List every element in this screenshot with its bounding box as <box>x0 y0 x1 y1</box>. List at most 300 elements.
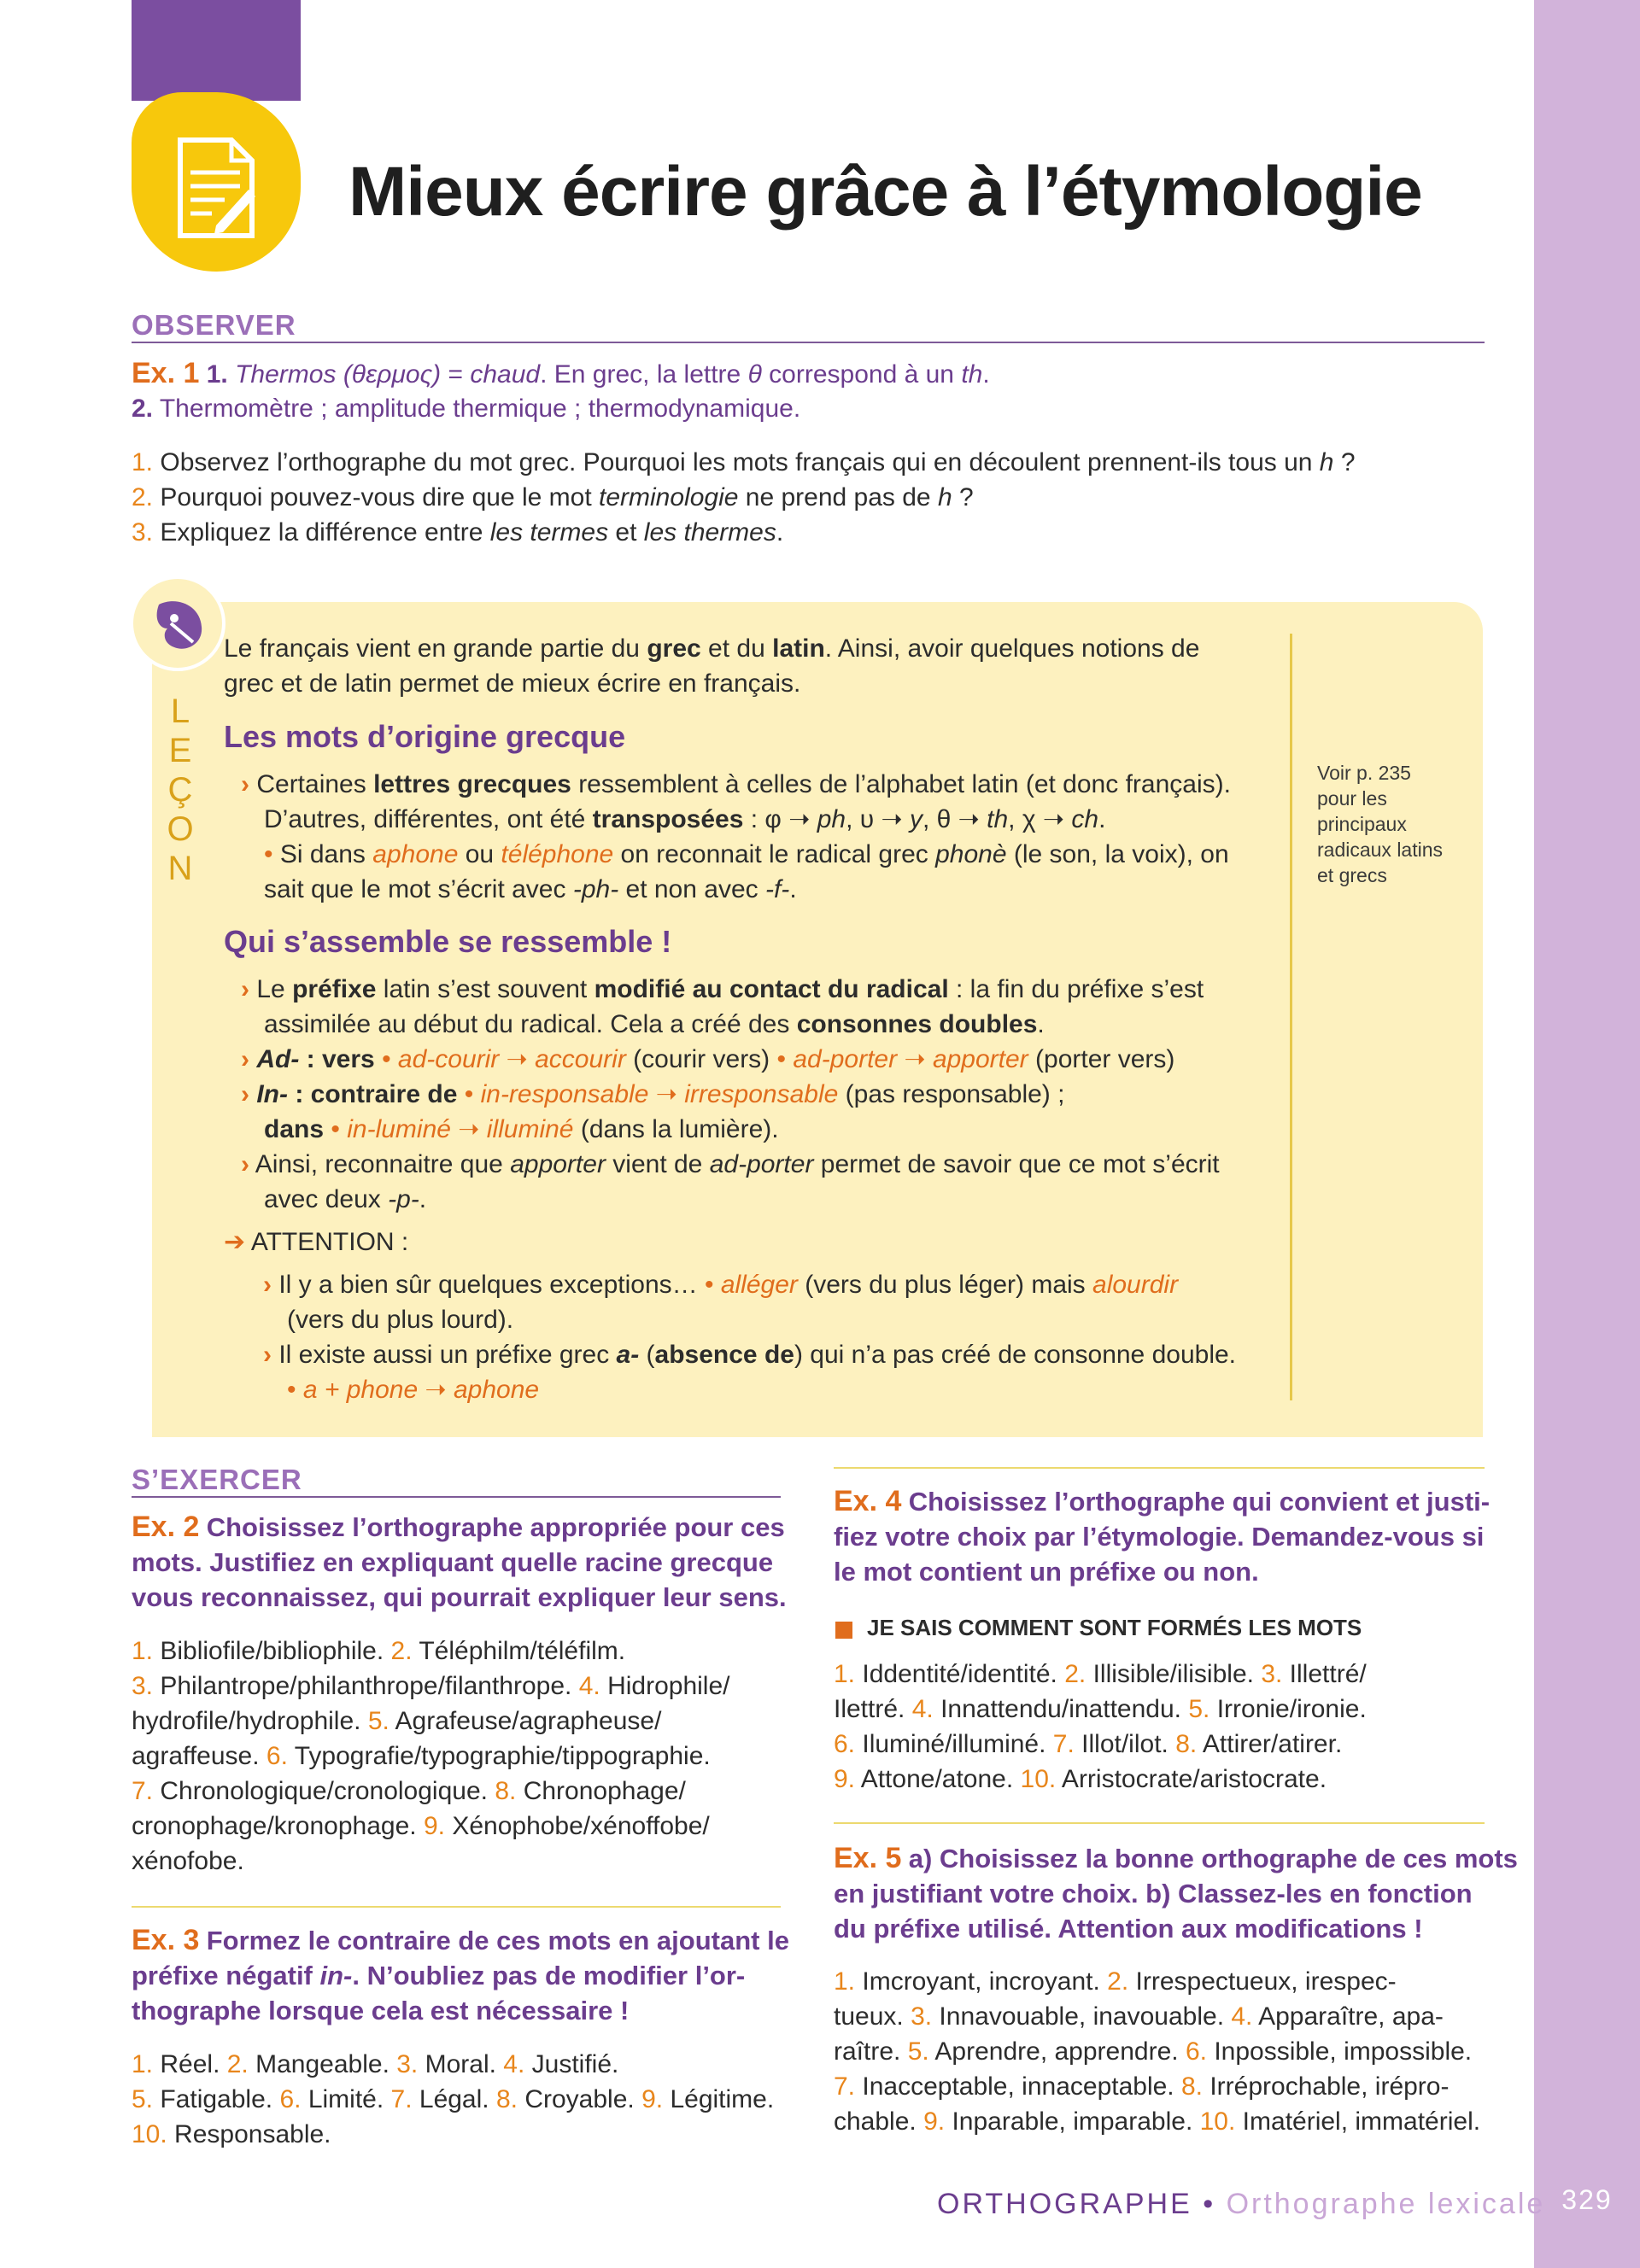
item-text: Ilettré. <box>834 1695 912 1723</box>
keyword: grec <box>647 634 701 663</box>
item-number: 5. <box>367 1707 390 1735</box>
ex2-items-line-1 <box>132 1634 625 1669</box>
item-text: Limité. <box>301 2085 391 2113</box>
ex1-line-1 <box>132 356 990 392</box>
attention-label: ATTENTION : <box>250 1228 409 1256</box>
ex2-instruction: Choisissez l’orthographe appropriée pour ces <box>206 1512 785 1542</box>
item-text: Agrafeuse/agrapheuse/ <box>389 1707 662 1735</box>
lesson-intro-2: grec et de latin permet de mieux écrire en français. <box>224 669 801 698</box>
item-number: 1. <box>834 1967 856 1996</box>
item-text: Responsable. <box>167 2120 331 2148</box>
item-text: Attirer/atirer. <box>1197 1730 1343 1758</box>
lesson-greek-2 <box>264 802 1105 837</box>
bullet-icon: • <box>464 1080 474 1108</box>
ex4-instruction: Choisissez l’orthographe qui convient et justi- <box>908 1487 1491 1517</box>
ex2-instruction-2: mots. Justifiez en expliquant quelle racine grecque <box>132 1547 774 1577</box>
lesson-attention <box>224 1225 408 1260</box>
document-pencil-icon <box>173 137 259 239</box>
example: aphone <box>372 840 459 868</box>
italic: apporter <box>510 1150 606 1178</box>
ex4-items-line-2 <box>834 1692 1367 1727</box>
question-text: Pourquoi pouvez-vous dire que le mot <box>153 483 599 511</box>
lesson-attention-1 <box>263 1267 1178 1302</box>
item-number: 6. <box>1185 2037 1207 2066</box>
italic: ad-porter <box>709 1150 814 1178</box>
italic: -ph- <box>572 875 619 903</box>
keyword: lettres grecques <box>373 770 571 798</box>
lesson-divider <box>1290 634 1292 1400</box>
lesson-prefix-in <box>241 1077 1064 1112</box>
text: vient de <box>605 1150 710 1178</box>
text: : la fin du préfixe s’est <box>948 975 1204 1003</box>
bullet-icon: • <box>704 1271 714 1299</box>
side-note <box>1317 760 1443 888</box>
lesson-intro-1 <box>224 631 1199 666</box>
example: in-luminé <box>347 1115 451 1143</box>
bullet-icon: • <box>776 1045 787 1073</box>
item-text: cronophage/kronophage. <box>132 1812 424 1840</box>
ex4-instruction-1 <box>834 1484 1490 1520</box>
item-text: Croyable. <box>518 2085 642 2113</box>
text: ( <box>639 1341 655 1369</box>
ex1-term: Thermos <box>235 360 337 389</box>
right-margin-band <box>1534 0 1640 2268</box>
question-italic: les termes <box>489 518 609 547</box>
question-text: et <box>608 518 644 547</box>
italic: ph <box>817 805 846 833</box>
italic: -p- <box>388 1185 419 1213</box>
text: ressemblent à celles de l’alphabet latin (et donc français). <box>571 770 1231 798</box>
lesson-vertical-label: LEÇON <box>167 693 201 887</box>
item-text: Hidrophile/ <box>600 1672 730 1700</box>
example: accourir <box>535 1045 626 1073</box>
question-italic: h <box>937 483 952 511</box>
item-number: 10. <box>1020 1765 1057 1793</box>
arrow-icon: ➝ <box>506 1045 528 1073</box>
item-number: 9. <box>923 2107 946 2136</box>
item-number: 5. <box>132 2085 154 2113</box>
item-text: Téléphilm/téléfilm. <box>412 1637 626 1665</box>
ex4-instruction-2: fiez votre choix par l’étymologie. Demandez-vous si <box>834 1522 1485 1552</box>
ex1-label: Ex. 1 <box>132 357 200 389</box>
lesson-prefix-2 <box>264 1007 1045 1042</box>
item-text: agraffeuse. <box>132 1742 266 1770</box>
side-note-line: Voir p. 235 <box>1317 762 1411 784</box>
footer-bullet: • <box>1203 2188 1216 2220</box>
example: apporter <box>932 1045 1028 1073</box>
italic: -f- <box>764 875 790 903</box>
text: Le français vient en grande partie du <box>224 634 647 663</box>
item-number: 2. <box>1107 1967 1129 1996</box>
item-text: Moral. <box>418 2050 504 2078</box>
arrow-right-icon: ➔ <box>224 1228 246 1256</box>
lesson-greek-3 <box>264 837 1229 872</box>
item-number: 1. <box>132 2050 154 2078</box>
question-text: ? <box>1333 448 1356 476</box>
item-text: tueux. <box>834 2002 911 2031</box>
ex3-items-line-1 <box>132 2047 618 2082</box>
item-number: 8. <box>495 1777 517 1805</box>
item-text: Iddentité/identité. <box>855 1660 1065 1688</box>
arrow-icon: ➝ <box>655 1080 677 1108</box>
text: (le son, la voix), on <box>1006 840 1229 868</box>
question-text: . <box>776 518 784 547</box>
italic: phonè <box>935 840 1007 868</box>
item-text: Innattendu/inattendu. <box>933 1695 1189 1723</box>
example: illuminé <box>486 1115 574 1143</box>
ex1-theta: θ <box>747 360 762 389</box>
bullet-icon: • <box>264 840 273 868</box>
question-italic: terminologie <box>599 483 739 511</box>
item-number: 9. <box>834 1765 856 1793</box>
item-number: 3. <box>396 2050 419 2078</box>
chevron-icon: › <box>241 975 249 1003</box>
item-text: Attone/atone. <box>855 1765 1021 1793</box>
ex2-items-line-4 <box>132 1739 711 1774</box>
item-text: Philantrope/philanthrope/filanthrope. <box>153 1672 579 1700</box>
ex5-instruction-2: en justifiant votre choix. b) Classez-les en fonction <box>834 1879 1473 1909</box>
item-text: Irréprochable, irépro- <box>1203 2072 1450 2101</box>
item-text: Réel. <box>153 2050 227 2078</box>
chevron-icon: › <box>241 1080 249 1108</box>
item-number: 7. <box>834 2072 856 2101</box>
lesson-prefix-dans <box>264 1112 779 1147</box>
chevron-icon: › <box>241 1150 249 1178</box>
keyword: transposées <box>592 805 744 833</box>
text: (porter vers) <box>1028 1045 1175 1073</box>
text: (dans la lumière). <box>573 1115 779 1143</box>
item-number: 3. <box>132 1672 154 1700</box>
item-text: Fatigable. <box>153 2085 280 2113</box>
ex1-chaud: chaud <box>470 360 541 389</box>
item-number: 6. <box>266 1742 288 1770</box>
item-number: 1. <box>834 1660 856 1688</box>
text: . <box>1098 805 1106 833</box>
text: et du <box>700 634 773 663</box>
ex2-items-line-2 <box>132 1669 730 1704</box>
item-text: Inacceptable, innaceptable. <box>855 2072 1181 2101</box>
ex1-greek: (θερμος) <box>343 360 442 389</box>
ex3-instruction-1 <box>132 1923 789 1959</box>
lesson-greek-4 <box>264 872 797 907</box>
item-number: 4. <box>911 1695 934 1723</box>
item-number: 10. <box>132 2120 167 2148</box>
example: alléger <box>720 1271 798 1299</box>
ex1-eq: = <box>441 360 471 389</box>
prefix: a- <box>616 1341 640 1369</box>
text: on reconnait le radical grec <box>613 840 936 868</box>
section-heading-exercer: S’EXERCER <box>132 1464 302 1495</box>
item-number: 2. <box>390 1637 413 1665</box>
text: Si dans <box>279 840 373 868</box>
ex4-items-line-1 <box>834 1657 1367 1692</box>
ex5-instruction-1 <box>834 1841 1518 1877</box>
ex2-instruction-3: vous reconnaissez, qui pourrait expliquer leur sens. <box>132 1582 787 1612</box>
lesson-ainsi-1 <box>241 1147 1220 1182</box>
lesson-prefix-1 <box>241 972 1204 1007</box>
ex1-th: th <box>961 360 983 389</box>
question-text: ? <box>952 483 974 511</box>
example: alourdir <box>1092 1271 1179 1299</box>
item-number: 1. <box>132 1637 154 1665</box>
example: téléphone <box>501 840 614 868</box>
ex5-items-line-5 <box>834 2104 1480 2139</box>
item-text: Aprendre, apprendre. <box>928 2037 1186 2066</box>
text: , χ ➝ <box>1008 805 1072 833</box>
side-note-line: pour les <box>1317 787 1387 810</box>
italic: th <box>987 805 1009 833</box>
chevron-icon: › <box>241 770 249 798</box>
item-text: Inpossible, impossible. <box>1206 2037 1473 2066</box>
page-number: 329 <box>1561 2184 1613 2215</box>
lesson-ainsi-2 <box>264 1182 426 1217</box>
keyword: : vers <box>299 1045 375 1073</box>
ex5-items-line-2 <box>834 1999 1444 2034</box>
item-number: 2. <box>226 2050 249 2078</box>
item-text: Innavouable, inavouable. <box>932 2002 1232 2031</box>
side-note-line: radicaux latins <box>1317 839 1444 861</box>
ex4-instruction-3: le mot contient un préfixe ou non. <box>834 1557 1259 1587</box>
example: ad-courir <box>397 1045 500 1073</box>
text: (vers du plus léger) mais <box>797 1271 1093 1299</box>
example: ad-porter <box>793 1045 898 1073</box>
ex2-items-line-6 <box>132 1809 710 1844</box>
item-number: 4. <box>578 1672 600 1700</box>
lesson-subheading-prefix: Qui s’assemble se ressemble ! <box>224 924 672 959</box>
ex3-label: Ex. 3 <box>132 1924 200 1956</box>
item-number: 3. <box>1261 1660 1283 1688</box>
item-number: 6. <box>279 2085 302 2113</box>
ex2-items-line-5 <box>132 1774 686 1809</box>
item-text: hydrofile/hydrophile. <box>132 1707 368 1735</box>
italic: ch <box>1071 805 1099 833</box>
text: Certaines <box>256 770 374 798</box>
item-text: Irronie/ironie. <box>1210 1695 1367 1723</box>
item-text: Mangeable. <box>248 2050 397 2078</box>
ex2-items-line-3 <box>132 1704 661 1739</box>
ex4-tip: JE SAIS COMMENT SONT FORMÉS LES MOTS <box>867 1615 1362 1640</box>
text: . Ainsi, avoir quelques notions de <box>824 634 1200 663</box>
text: , υ ➝ <box>846 805 910 833</box>
ex5-label: Ex. 5 <box>834 1842 902 1874</box>
item-number: 7. <box>132 1777 154 1805</box>
item-number: 5. <box>1188 1695 1210 1723</box>
bullet-icon: • <box>382 1045 391 1073</box>
item-number: 6. <box>834 1730 856 1758</box>
item-number: 10. <box>1199 2107 1236 2136</box>
footer-topic: Orthographe lexicale <box>1226 2188 1546 2220</box>
question-italic: les thermes <box>643 518 776 547</box>
text: (pas responsable) ; <box>838 1080 1065 1108</box>
keyword: : contraire de <box>288 1080 458 1108</box>
item-number: 5. <box>907 2037 929 2066</box>
ex1-num-2: 2. <box>132 395 154 423</box>
question-3 <box>132 515 783 550</box>
ex2-instruction-1 <box>132 1510 785 1546</box>
ex5-items-line-4 <box>834 2069 1449 2104</box>
ex4-label: Ex. 4 <box>834 1485 902 1517</box>
question-text: Observez l’orthographe du mot grec. Pourquoi les mots français qui en découlent prennent-ils tous un <box>153 448 1320 476</box>
text: ) qui n’a pas créé de consonne double. <box>794 1341 1236 1369</box>
text: (courir vers) <box>625 1045 777 1073</box>
item-text: Xénophobe/xénoffobe/ <box>444 1812 710 1840</box>
item-number: 7. <box>390 2085 413 2113</box>
ex1-text-2: correspond à un <box>761 360 962 389</box>
item-text: Typografie/typographie/tippographie. <box>287 1742 711 1770</box>
item-text: raître. <box>834 2037 908 2066</box>
text: . <box>1037 1010 1045 1038</box>
keyword: latin <box>772 634 825 663</box>
ex4-items-line-4 <box>834 1762 1327 1797</box>
question-number: 1. <box>132 448 154 476</box>
item-text: Arristocrate/aristocrate. <box>1056 1765 1327 1793</box>
item-text: chable. <box>834 2107 924 2136</box>
quill-ink-icon <box>133 579 222 668</box>
arrow-icon: ➝ <box>904 1045 926 1073</box>
ex2-items-line-7: xénofobe. <box>132 1847 244 1875</box>
item-text: Légal. <box>412 2085 496 2113</box>
item-text: Bibliofile/bibliophile. <box>153 1637 391 1665</box>
text: D’autres, différentes, ont été <box>264 805 593 833</box>
lesson-prefix-ad <box>241 1042 1174 1077</box>
footer <box>937 2188 1545 2221</box>
text: Il existe aussi un préfixe grec <box>278 1341 617 1369</box>
text: . <box>789 875 797 903</box>
section-rule <box>132 1496 781 1498</box>
question-text: Expliquez la différence entre <box>153 518 490 547</box>
side-note-line: principaux <box>1317 813 1407 835</box>
text: Ainsi, reconnaitre que <box>255 1150 511 1178</box>
item-number: 9. <box>641 2085 664 2113</box>
question-2 <box>132 480 974 515</box>
item-number: 4. <box>1231 2002 1253 2031</box>
item-text: Irrespectueux, irespec- <box>1128 1967 1397 1996</box>
item-text: Légitime. <box>663 2085 775 2113</box>
exercise-divider <box>834 1822 1485 1824</box>
example: a + phone ➝ aphone <box>302 1376 540 1404</box>
keyword: consonnes doubles <box>796 1010 1038 1038</box>
prefix: In- <box>256 1080 288 1108</box>
text: . <box>419 1185 427 1213</box>
item-text: Inparable, imparable. <box>945 2107 1200 2136</box>
ex5-items-line-3 <box>834 2034 1472 2069</box>
item-text: Chronologique/cronologique. <box>153 1777 495 1805</box>
ex3-instruction-2 <box>132 1958 745 1993</box>
text: ou <box>458 840 501 868</box>
chevron-icon: › <box>263 1271 272 1299</box>
bullet-icon: • <box>287 1376 296 1404</box>
keyword: absence de <box>654 1341 794 1369</box>
exercise-divider <box>834 1467 1485 1469</box>
footer-subject: ORTHOGRAPHE <box>937 2188 1192 2220</box>
lesson-attention-2: (vers du plus lourd). <box>287 1306 514 1334</box>
arrow-icon: ➝ <box>458 1115 480 1143</box>
question-italic: h <box>1319 448 1334 476</box>
keyword: dans <box>264 1115 325 1143</box>
text: assimilée au début du radical. Cela a créé des <box>264 1010 797 1038</box>
text: Il y a bien sûr quelques exceptions… <box>278 1271 705 1299</box>
item-text: Chronophage/ <box>516 1777 686 1805</box>
text: avec deux <box>264 1185 389 1213</box>
item-text: Justifié. <box>524 2050 619 2078</box>
bullet-icon: • <box>331 1115 340 1143</box>
item-text: Illot/ilot. <box>1074 1730 1176 1758</box>
italic: in- <box>319 1961 353 1990</box>
prefix: Ad- <box>256 1045 300 1073</box>
ex1-text: . En grec, la lettre <box>540 360 748 389</box>
ex5-instruction-3: du préfixe utilisé. Attention aux modifications ! <box>834 1914 1423 1944</box>
lesson-attention-4 <box>287 1372 539 1407</box>
text: latin s’est souvent <box>376 975 594 1003</box>
item-number: 3. <box>911 2002 933 2031</box>
text: Le <box>256 975 293 1003</box>
item-number: 8. <box>1175 1730 1198 1758</box>
section-heading-observer: OBSERVER <box>132 309 296 341</box>
question-text: ne prend pas de <box>738 483 938 511</box>
ex5-instruction: a) Choisissez la bonne orthographe de ces mots <box>908 1844 1518 1873</box>
ex2-label: Ex. 2 <box>132 1511 200 1543</box>
ex1-line-2-text: Thermomètre ; amplitude thermique ; thermodynamique. <box>153 395 801 423</box>
keyword: préfixe <box>292 975 377 1003</box>
text: préfixe négatif <box>132 1961 320 1990</box>
item-number: 8. <box>1180 2072 1204 2101</box>
side-note-line: et grecs <box>1317 864 1387 886</box>
item-text: Apparaître, apa- <box>1252 2002 1444 2031</box>
question-number: 3. <box>132 518 154 547</box>
text: . N’oubliez pas de modifier l’or- <box>352 1961 746 1990</box>
item-number: 4. <box>503 2050 525 2078</box>
square-bullet-icon <box>835 1622 852 1639</box>
item-text: Imcroyant, incroyant. <box>855 1967 1108 1996</box>
ex1-line-2 <box>132 391 800 426</box>
item-text: Imatériel, immatériel. <box>1235 2107 1481 2136</box>
question-number: 2. <box>132 483 154 511</box>
item-number: 7. <box>1052 1730 1075 1758</box>
lesson-greek-1 <box>241 767 1231 802</box>
page-title: Mieux écrire grâce à l’étymologie <box>348 153 1422 231</box>
question-1 <box>132 445 1356 480</box>
item-text: Illisible/ilisible. <box>1086 1660 1262 1688</box>
italic: y <box>909 805 922 833</box>
item-number: 8. <box>495 2085 518 2113</box>
ex3-instruction: Formez le contraire de ces mots en ajoutant le <box>206 1926 789 1955</box>
example: in-responsable <box>480 1080 649 1108</box>
ex1-end: . <box>982 360 990 389</box>
ex5-items-line-1 <box>834 1964 1397 1999</box>
chevron-icon: › <box>241 1045 249 1073</box>
item-number: 2. <box>1064 1660 1086 1688</box>
chevron-icon: › <box>263 1341 272 1369</box>
text: : φ ➝ <box>743 805 817 833</box>
keyword: modifié au contact du radical <box>594 975 949 1003</box>
text: et non avec <box>618 875 765 903</box>
ex3-items-line-3 <box>132 2117 331 2152</box>
lesson-attention-3 <box>263 1337 1236 1372</box>
item-number: 9. <box>423 1812 445 1840</box>
text: , θ ➝ <box>922 805 987 833</box>
ex3-items-line-2 <box>132 2082 774 2117</box>
text: permet de savoir que ce mot s’écrit <box>813 1150 1220 1178</box>
item-text: Iluminé/illuminé. <box>855 1730 1053 1758</box>
example: irresponsable <box>684 1080 839 1108</box>
ex4-items-line-3 <box>834 1727 1342 1762</box>
lesson-badge <box>130 576 226 671</box>
item-text: Illettré/ <box>1282 1660 1367 1688</box>
text: sait que le mot s’écrit avec <box>264 875 573 903</box>
lesson-subheading-greek: Les mots d’origine grecque <box>224 719 626 754</box>
exercise-divider <box>132 1906 781 1908</box>
section-rule <box>132 342 1485 343</box>
